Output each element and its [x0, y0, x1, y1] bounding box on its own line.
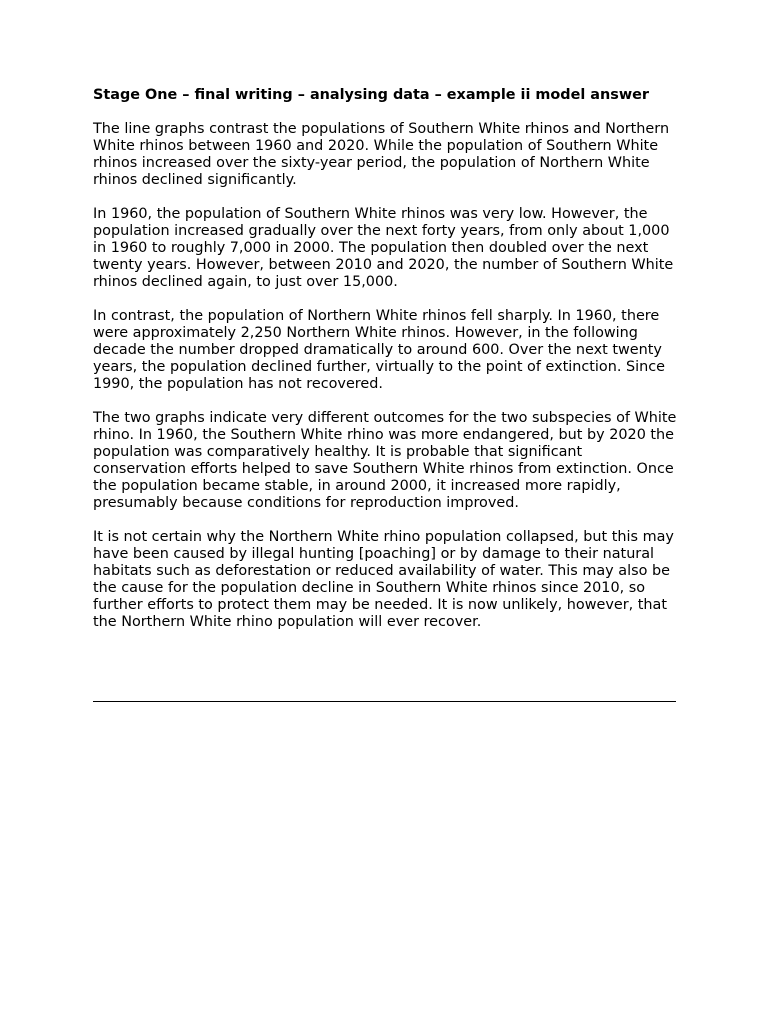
horizontal-divider: [93, 701, 676, 702]
paragraph-4: The two graphs indicate very different outcomes for the two subspecies of White rhino. In 1960, the Southern White rhino was more endangered, but by 2020 the population was comparatively healthy. It is probable that significant conservation efforts helped to save Southern White rhinos from extinction. Once the population became stable, in around 2000, it increased more rapidly, presumably because conditions for reproduction improved.: [93, 410, 677, 511]
paragraph-2: In 1960, the population of Southern White rhinos was very low. However, the population increased gradually over the next forty years, from only about 1,000 in 1960 to roughly 7,000 in 2000. The population then doubled over the next twenty years. However, between 2010 and 2020, the number of Southern White rhinos declined again, to just over 15,000.: [93, 206, 674, 290]
document-body: [93, 87, 677, 648]
paragraph-3: In contrast, the population of Northern White rhinos fell sharply. In 1960, there were approximately 2,250 Northern White rhinos. However, in the following decade the number dropped dramatically to around 600. Over the next twenty years, the population declined further, virtually to the point of extinction. Since 1990, the population has not recovered.: [93, 308, 666, 392]
paragraph-1: The line graphs contrast the populations of Southern White rhinos and Northern White rhinos between 1960 and 2020. While the population of Southern White rhinos increased over the sixty-year period, the population of Northern White rhinos declined significantly.: [93, 121, 670, 188]
document-title: Stage One – final writing – analysing data – example ii model answer: [93, 87, 649, 103]
paragraph-5: It is not certain why the Northern White rhino population collapsed, but this may have been caused by illegal hunting [poaching] or by damage to their natural habitats such as deforestation or reduced availability of water. This may also be the cause for the population decline in Southern White rhinos since 2010, so further efforts to protect them may be needed. It is now unlikely, however, that the Northern White rhino population will ever recover.: [93, 529, 674, 630]
